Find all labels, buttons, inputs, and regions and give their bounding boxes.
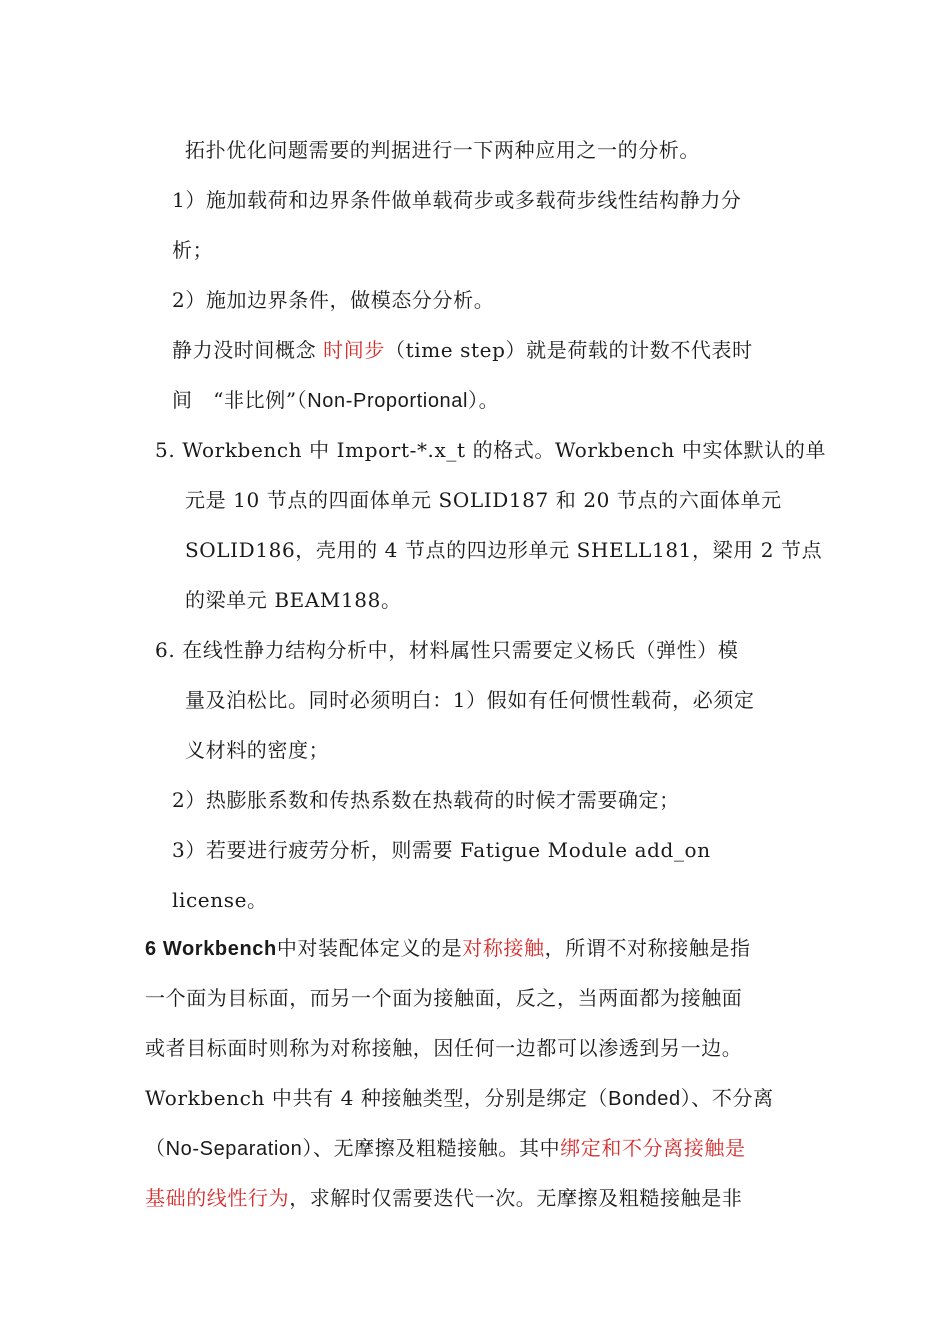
- section6-l4-text-a: Workbench 中共有 4 种接触类型，分别是绑定（: [145, 1086, 609, 1110]
- section6-text-a: 中对装配体定义的是: [276, 936, 463, 960]
- p6-line-3: 义材料的密度；: [185, 738, 330, 762]
- item1-line-1: 1）施加载荷和边界条件做单载荷步或多载荷步线性结构静力分: [172, 188, 742, 212]
- p6-line-1: 6. 在线性静力结构分析中，材料属性只需要定义杨氏（弹性）模: [155, 638, 739, 662]
- static-text-b: （time step）就是荷载的计数不代表时: [384, 338, 753, 362]
- p6-line-5: 3）若要进行疲劳分析，则需要 Fatigue Module add_on: [172, 838, 711, 862]
- section6-line-2: 一个面为目标面，而另一个面为接触面，反之，当两面都为接触面: [145, 986, 743, 1010]
- p5-line-3: SOLID186，壳用的 4 节点的四边形单元 SHELL181，梁用 2 节点: [185, 538, 823, 562]
- p6-line-4: 2）热膨胀系数和传热系数在热载荷的时候才需要确定；: [172, 788, 680, 812]
- p5-line-1: 5. Workbench 中 Import-*.x_t 的格式。Workbench 中实体默认的单: [155, 438, 827, 462]
- p5-line-4: 的梁单元 BEAM188。: [185, 588, 402, 612]
- section6-line-6: [145, 1184, 742, 1212]
- linear-behavior-highlight: 基础的线性行为: [145, 1186, 290, 1210]
- p6-line-6: license。: [172, 888, 268, 912]
- static2-text-b: ）。: [468, 388, 500, 412]
- section6-line-5: [145, 1134, 746, 1163]
- p5-line-2: 元是 10 节点的四面体单元 SOLID187 和 20 节点的六面体单元: [185, 488, 782, 512]
- bonded-nosep-highlight: 绑定和不分离接触是: [560, 1136, 746, 1160]
- time-step-highlight: 时间步: [323, 338, 385, 362]
- section6-line-4: [145, 1084, 774, 1113]
- static-text-a: 静力没时间概念: [172, 338, 324, 362]
- section6-l4-text-b: ）、不分离: [680, 1086, 774, 1110]
- item2-line: 2）施加边界条件，做模态分分析。: [172, 288, 495, 312]
- section6-l5-text-a: （: [145, 1136, 166, 1160]
- intro-line: 拓扑优化问题需要的判据进行一下两种应用之一的分析。: [185, 138, 700, 162]
- no-separation-term: No-Separation: [165, 1138, 303, 1160]
- static-line-2: [172, 386, 499, 415]
- static2-text-a: 间 “非比例”（: [172, 388, 308, 412]
- section6-l5-text-b: ）、无摩擦及粗糙接触。其中: [302, 1136, 561, 1160]
- section6-line-3: 或者目标面时则称为对称接触，因任何一边都可以渗透到另一边。: [145, 1036, 743, 1060]
- non-proportional-term: Non-Proportional: [307, 390, 469, 412]
- section6-l6-text-b: ，求解时仅需要迭代一次。无摩擦及粗糙接触是非: [289, 1186, 743, 1210]
- bonded-term: Bonded: [608, 1088, 681, 1110]
- item1-line-2: 析；: [172, 238, 214, 262]
- p6-line-2: 量及泊松比。同时必须明白：1）假如有任何惯性载荷，必须定: [185, 688, 755, 712]
- static-line-1: [172, 336, 753, 364]
- symmetric-contact-highlight: 对称接触: [462, 936, 545, 960]
- section6-text-b: ，所谓不对称接触是指: [544, 936, 751, 960]
- section6-heading: 6 Workbench: [145, 938, 277, 960]
- section6-line-1: [145, 934, 751, 963]
